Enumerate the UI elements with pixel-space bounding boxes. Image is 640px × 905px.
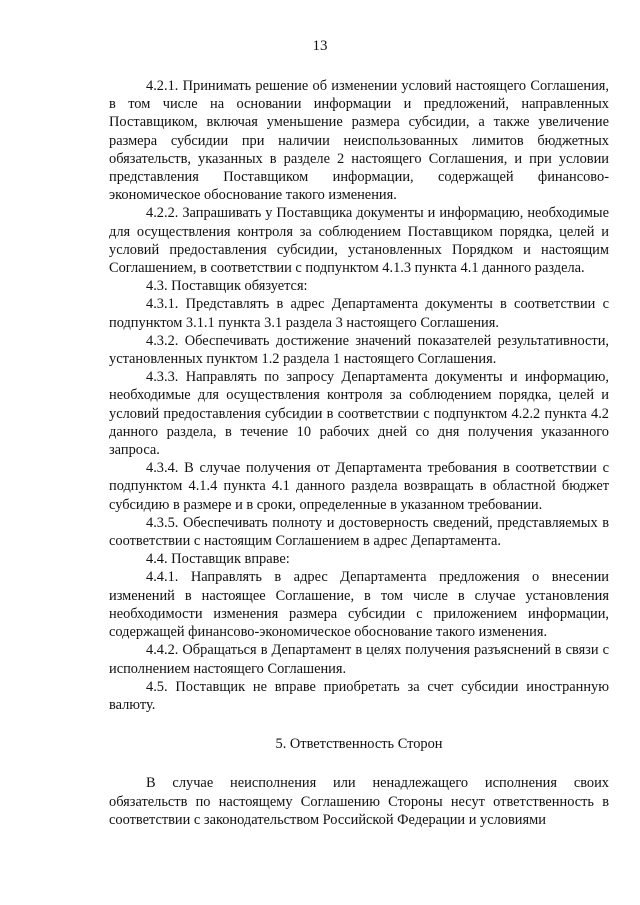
- paragraph-4-3: 4.3. Поставщик обязуется:: [146, 278, 308, 295]
- document-body: [109, 77, 609, 829]
- paragraph-4-3-3: 4.3.3. Направлять по запросу Департамента документы и информацию, необходимые для осуществления контроля за соблюдением порядка, целей и условий предоставления субсидии в соответствии с подпунктом 4.2.2 пункта 4.2 данного раздела, в течение 10 рабочих дней со дня получения указанного запроса.: [109, 369, 609, 459]
- paragraph-4-3-4: 4.3.4. В случае получения от Департамента требования в соответствии с подпунктом 4.1.4 пункта 4.1 данного раздела возвращать в областной бюджет субсидию в размере и в сроки, определенные в указанном требовании.: [109, 460, 609, 513]
- paragraph-4-3-1: 4.3.1. Представлять в адрес Департамента документы в соответствии с подпунктом 3.1.1 пункта 3.1 раздела 3 настоящего Соглашения.: [109, 296, 609, 331]
- paragraph-4-4: 4.4. Поставщик вправе:: [146, 551, 290, 568]
- section-heading: 5. Ответственность Сторон: [275, 736, 443, 753]
- page-number: 13: [312, 38, 328, 54]
- paragraph-4-3-5: 4.3.5. Обеспечивать полноту и достоверность сведений, представляемых в соответствии с настоящим Соглашением в адрес Департамента.: [109, 514, 609, 550]
- paragraph-5-liability: В случае неисполнения или ненадлежащего исполнения своих обязательств по настоящему Соглашению Стороны несут ответственность в соответствии с законодательством Российской Федерации и условиями: [109, 775, 609, 828]
- paragraph-4-2-1: 4.2.1. Принимать решение об изменении условий настоящего Соглашения, в том числе на основании информации и предложений, направленных Поставщиком, включая уменьшение размера субсидии, а также увеличение размера субсидии при наличии неиспользованных лимитов бюджетных обязательств, указанных в разделе 2 настоящего Соглашения, и при условии представления Поставщиком информации, содержащей финансово-экономическое обоснование такого изменения.: [109, 78, 609, 204]
- paragraph-4-4-2: 4.4.2. Обращаться в Департамент в целях получения разъяснений в связи с исполнением настоящего Соглашения.: [109, 642, 609, 677]
- paragraph-4-3-2: 4.3.2. Обеспечивать достижение значений показателей результативности, установленных пунктом 1.2 раздела 1 настоящего Соглашения.: [109, 332, 609, 368]
- paragraph-4-2-2: 4.2.2. Запрашивать у Поставщика документы и информацию, необходимые для осуществления контроля за соблюдением Поставщиком порядка, целей и условий предоставления субсидии, установленных Порядком и настоящим Соглашением, в соответствии с подпунктом 4.1.3 пункта 4.1 данного раздела.: [109, 205, 609, 277]
- paragraph-4-4-1: 4.4.1. Направлять в адрес Департамента предложения о внесении изменений в настоящее Соглашение, в том числе в случае установления необходимости изменения размера субсидии с приложением информации, содержащей финансово-экономическое обоснование такого изменения.: [109, 569, 609, 641]
- paragraph-4-5: 4.5. Поставщик не вправе приобретать за счет субсидии иностранную валюту.: [109, 678, 609, 713]
